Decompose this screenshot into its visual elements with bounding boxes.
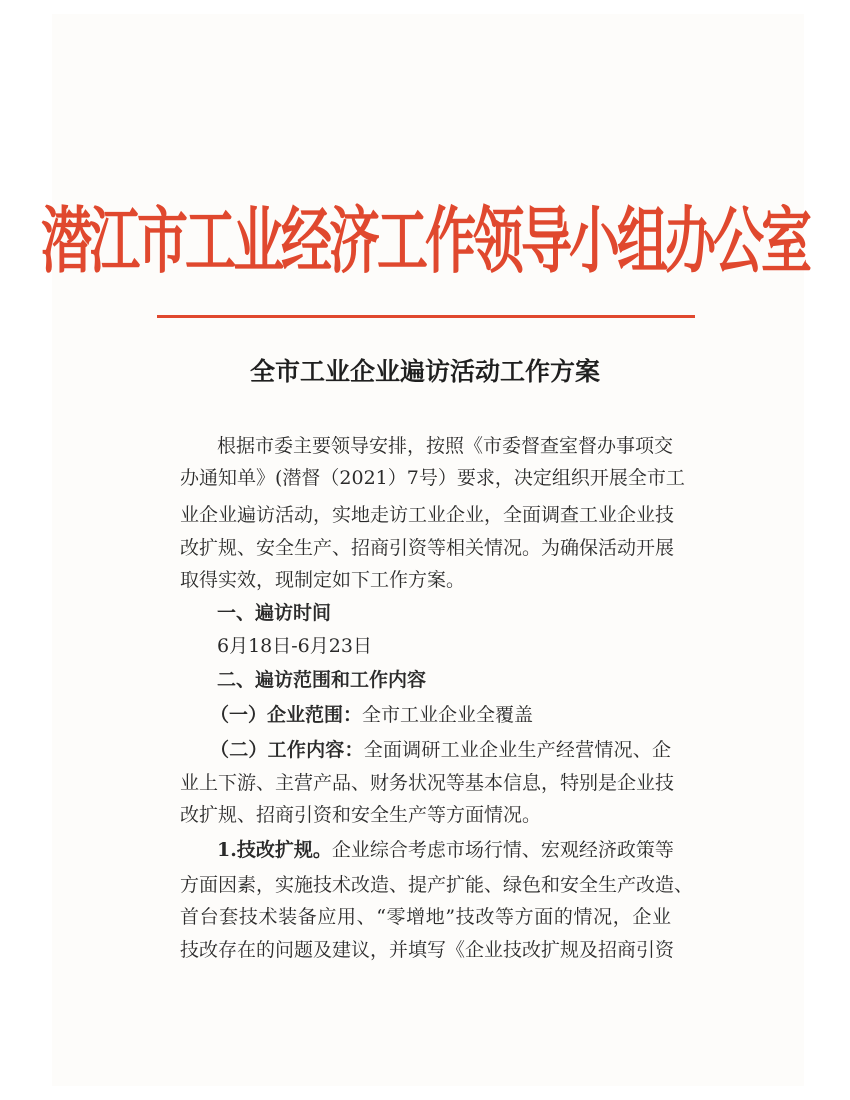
item-1-line-2: 方面因素，实施技术改造、提产扩能、绿色和安全生产改造、 (180, 874, 694, 896)
content-paragraph-line-2: 业上下游、主营产品、财务状况等基本信息，特别是企业技 (180, 772, 675, 794)
scope-text: 全市工业企业全覆盖 (362, 704, 534, 726)
section-2-heading: 二、遍访范围和工作内容 (217, 669, 427, 691)
intro-line-1: 根据市委主要领导安排，按照《市委督查室督办事项交 (217, 435, 674, 457)
intro-line-4: 改扩规、安全生产、招商引资等相关情况。为确保活动开展 (180, 537, 675, 559)
document-title: 全市工业企业遍访活动工作方案 (249, 357, 600, 386)
issuing-organization-header: 潜江市工业经济工作领导小组办公室 (40, 199, 809, 285)
section-1-heading: 一、遍访时间 (217, 602, 332, 624)
item-1-line-3: 首台套技术装备应用、“零增地”技改等方面的情况，企业 (180, 906, 671, 928)
intro-line-2: 办通知单》(潜督（2021）7号）要求，决定组织开展全市工 (180, 467, 685, 489)
item-1-line-1 (217, 839, 674, 861)
content-paragraph-line-1 (210, 740, 671, 760)
item-1-line-4: 技改存在的问题及建议，并填写《企业技改扩规及招商引资 (180, 939, 675, 961)
content-paragraph-line-3: 改扩规、招商引资和安全生产等方面情况。 (180, 804, 542, 826)
item-1-label: 1.技改扩规。 (217, 839, 332, 861)
content-text-1: 全面调研工业企业生产经营情况、企 (363, 739, 671, 761)
intro-line-5: 取得实效，现制定如下工作方案。 (180, 569, 466, 591)
intro-line-3: 业企业遍访活动，实地走访工业企业，全面调查工业企业技 (180, 504, 675, 526)
scope-paragraph (210, 705, 533, 725)
content-label: （二）工作内容： (210, 739, 364, 761)
section-1-content: 6月18日-6月23日 (217, 635, 372, 657)
scope-label: （一）企业范围： (210, 704, 363, 726)
red-header-rule (157, 315, 695, 318)
item-1-text-1: 企业综合考虑市场行情、宏观经济政策等 (331, 839, 674, 861)
